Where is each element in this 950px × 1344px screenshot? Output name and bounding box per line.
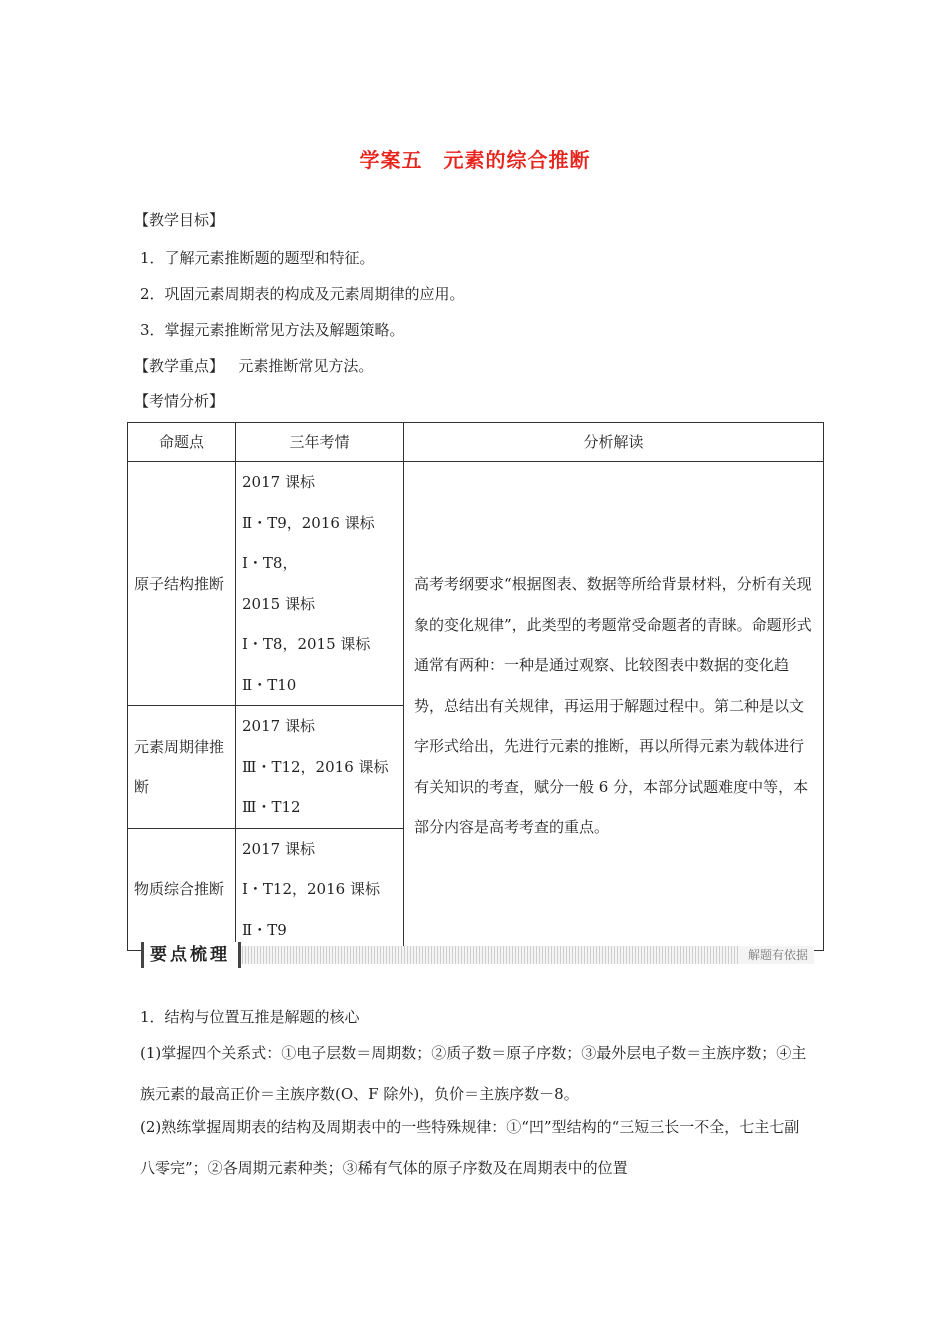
topic-cell: 元素周期律推断 [128,706,236,829]
topic-cell: 物质综合推断 [128,828,236,951]
history-line: Ⅱ・T9，2016 课标 [242,513,375,532]
banner-subtitle: 解题有依据 [738,946,814,964]
paragraph: (2)熟练掌握周期表的结构及周期表中的一些特殊规律：①“凹”型结构的“三短三长一不全，七主七副八零完”；②各周期元素种类；③稀有气体的原子序数及在周期表中的位置 [140,1118,800,1177]
focus-label: 【教学重点】 [134,357,225,375]
history-cell [236,706,404,829]
history-line: Ⅰ・T8，2015 课标 [242,635,371,653]
analysis-heading: 【考情分析】 [134,392,225,410]
table-header-cell: 分析解读 [404,423,824,462]
topic-cell: 原子结构推断 [128,462,236,706]
paragraph: (1)掌握四个关系式：①电子层数＝周期数；②质子数＝原子序数；③最外层电子数＝主族序数；④主族元素的最高正价＝主族序数(O、F 除外)，负价＝主族序数－8。 [140,1044,807,1103]
history-line: 2017 课标 [242,839,315,858]
history-line: Ⅰ・T8， [242,554,298,572]
section-heading: 1．结构与位置互推是解题的核心 [140,1008,360,1026]
table-row [128,462,824,706]
focus-text: 元素推断常见方法。 [238,357,374,375]
history-line: 2015 课标 [242,594,315,613]
objective-item: 2．巩固元素周期表的构成及元素周期律的应用。 [140,285,465,303]
history-line: Ⅱ・T10 [242,675,297,694]
section-banner [141,942,814,968]
history-line: Ⅲ・T12 [242,798,301,816]
banner-stripe [239,946,814,964]
history-line: Ⅲ・T12，2016 课标 [242,757,389,776]
banner-label: 要点梳理 [141,942,241,968]
history-cell [236,462,404,706]
objective-item: 3．掌握元素推断常见方法及解题策略。 [140,321,405,339]
history-line: 2017 课标 [242,717,315,735]
history-line: Ⅱ・T9 [242,920,287,939]
history-cell [236,828,404,951]
page-title: 学案五 元素的综合推断 [359,148,591,172]
exam-analysis-table [127,422,824,951]
history-line: 2017 课标 [242,473,315,491]
objective-item: 1．了解元素推断题的题型和特征。 [140,249,375,267]
table-header-row [128,423,824,462]
focus-line [134,355,373,376]
table-header-cell: 命题点 [128,423,236,462]
history-line: Ⅰ・T12，2016 课标 [242,880,380,898]
table-header-cell: 三年考情 [236,423,404,462]
analysis-cell: 高考考纲要求“根据图表、数据等所给背景材料，分析有关现象的变化规律”，此类型的考题常受命题者的青睐。命题形式通常有两种：一种是通过观察、比较图表中数据的变化趋势，总结出有关规律，再运用于解题过程中。第二种是以文字形式给出，先进行元素的推断，再以所得元素为载体进行有关知识的考查，赋分一般 6 分，本部分试题难度中等，本部分内容是高考考查的重点。 [404,462,824,951]
objectives-heading: 【教学目标】 [134,211,225,229]
